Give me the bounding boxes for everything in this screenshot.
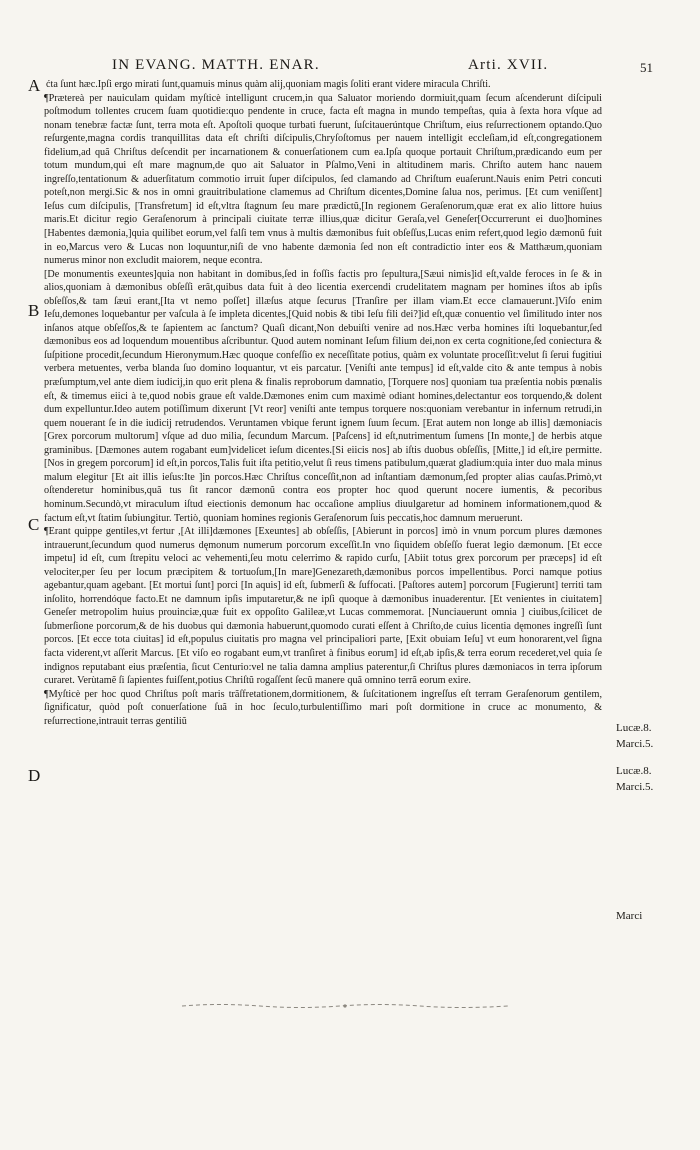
section-letter-c: C bbox=[28, 515, 40, 534]
section-letter-d: D bbox=[28, 766, 41, 785]
running-head-article: Arti. XVII. bbox=[468, 57, 549, 73]
margin-note-mark-2: Marci.5. bbox=[616, 781, 654, 793]
paragraph-2: ¶Prætereà per nauiculam quidam myſticè intelligunt crucem,in qua Saluator moriendo dormiuit,quam ſecum aſcenderunt diſcipuli poſtmodum tollentes crucem ſuam quotidie:quo pendente in cruce, facta eſt magna in mundo tempeſtas, quia à ſexta hora vſque ad nonam tenebræ factæ ſunt, terra mota eſt. Apoſtoli quoque turbati fuerunt, ſuſcitauerúntque Chriſtum, eius reſurrectionem optando.Quo reſurgente,magna cordis tranquillitas data eſt chriſti diſcipulis,Chryſoſtomus per nauem intelligit eccleſiam,id eſt,congregationem fidelium,ad quã Chriſtus deſcendit per incarnationem & conuerſationem cum ea.Ipſa quoque portauit Chriſtum,prædicando eum per totum mundum,qui eſt mare magnum,de quo ait Saluator in Pſalmo,Veni in altitudinem maris. Chriſto autem hanc nauem ingreſſo,tentationum & aduerſitatum commotio irruit ſuper diſcipulos, ſed clamando ad Chriſtum euaſerunt.Nauis enim Petri concuti poteſt,non mergi.Sic & nos in omni grauitribulatione clamemus ad Chriſtum dicentes,Domine ſalua nos, perimus. [Et cum veniſſent] Ieſus cum diſcipulis, [Transfretum] id eſt,vltra ſtagnum ſeu mare prædictũ,[In regionem Geraſenorum,quæ erat ex alio littore huius maris.Et dicitur regio Geraſenorum à principali ciuitate terræ illius,quæ dicitur Geraſa,vel Geneſer[Occurrerunt ei duo]homines [Habentes dæmonia,]quia quilibet eorum,vel falſi tem vnus à multis dæmonibus fuit obſeſſus,Lucas enim refert,quod legio dæmonũ fuit in eo,Marcus vero & Lucas non loquuntur,niſi de vno habente dæmonia ſed non eſt contradictio inter eos & Matthæum,quoniam numerus minor non excludit maiorem, neque econtra. bbox=[44, 92, 602, 267]
paragraph-1: ćta ſunt hæc.Ipſi ergo mirati ſunt,quamuis minus quàm alij,quoniam magis ſoliti erant videre miracula Chriſti. bbox=[46, 79, 491, 90]
section-letter-a: A bbox=[28, 76, 41, 95]
paragraph-5: ¶Myſticè per hoc quod Chriſtus poſt maris trãſfretationem,dormitionem, & ſuſcitationem ingreſſus eſt terram Geraſenorum gentilem, ſignificatur, quòd poſt conuerſatione ſuã in hoc ſeculo,turbulentiſſimo mari poſt dormitione in cruce ac monumento, & reſurrectione,intrauit terras gentiliũ bbox=[44, 688, 602, 727]
running-head bbox=[112, 57, 632, 79]
paragraph-4: ¶Erant quippe gentiles,vt fertur ,[At illi]dæmones [Exeuntes] ab obſeſſis, [Abierunt in porcos] imò in vnum porcum plures dæmones intrauerunt,ſecundum quod numerus dęmonum numerum porcorum exceſſit.In vno ſiquidem obſeſſo fuerat legio dæmonum. [Et ecce impetu] id eſt, cum ſtrepitu veloci ac vehementi,ſeu motu celerrimo & rapido curſu, [Abiit totus grex porcorum per præceps] id eſt velociter,per ſeu per locum præcipitem & tortuoſum,[In mare]Genezareth,dæmonibus porcos impellentibus. Porci namque potius agebantur,quam agebant. [Et mortui ſunt] porci [In aquis] id eſt, ſubmerſi & ſuffocati. [Paſtores autem] porcorum [Fugierunt] territi tam inſolito, horrendóque facto.Et ne damnum ipſis imputaretur,& ne ipſi quoque à dæmonibus inuaderentur. [Et venientes in ciuitatem] Geneſer metropolim huius prouinciæ,quæ fuit ex oppoſito Galileæ,vt Lucas commemorat. [Nunciauerunt omnia ] ciuibus,ſcilicet de ſubmerſione porcorum,& de his duobus qui dæmonia habuerunt,quomodo curati eſſent à Chriſto,de cuius licentia dęmones ingreſſi ſunt porcos. [Et ecce tota ciuitas] id eſt,populus ciuitatis pro magna vel principaliori parte, [Exit obuiam Ieſu] vt eum honorarent,vel ſigna facta viderent,vt aſſerit Marcus. [Et viſo eo rogabant eum,vt tranſiret à finibus eorum] id eſt,ab ipſis,& terra eorum recederet,vel quia ſe indignos reputabant eius præſentia, ſicut Centurio:vel ne talia damna amplius paterentur,ſi Chriſtus plures dæmoniacos in terra ipſorum curaret. Verùtamẽ ſi ſapientes fuiſſent,potius Chriſtũ rogaſſent ſecũ manere quã omnino terrã eorum exire. bbox=[44, 526, 602, 687]
margin-note-mark-3: Marci bbox=[616, 910, 643, 922]
margin-note-mark-1: Marci.5. bbox=[616, 738, 654, 750]
printer-ornament-rule bbox=[180, 1001, 510, 1011]
section-letter-b: B bbox=[28, 301, 40, 320]
running-head-title: IN EVANG. MATTH. ENAR. bbox=[112, 57, 320, 73]
page-number: 51 bbox=[640, 60, 653, 75]
margin-note-luke-1: Lucæ.8. bbox=[616, 722, 652, 734]
paragraph-3: [De monumentis exeuntes]quia non habitant in domibus,ſed in foſſis factis pro ſepultura,[Sæui nimis]id eſt,valde feroces in ſe & in alios,quoniam à dæmonibus obſeſſi erãt,quibus data fuit à deo licentia exercendi crudelitatem magnam per homines iſtos ab ipſis obſeſſos,& tam ſæui erant,[Ita vt nemo poſſet] illæſus atque ſecurus [Tranſire per illam viam.Et ecce clamauerunt.]Viſo enim Ieſu,demones loquebantur per vaſcula à ſe impleta dicentes,[Quid nobis & tibi Ieſu fili dei?]id eſt,quæ conuentio vel ſimilitudo inter nos inſanos atque obſeſſos,& te ſapientem ac ſanctum? Quaſi dicant,Non debuiſti venire ad nos.Hæc verba homines iſti loquebantur,ſed dæmonibus eos ad loquendum mouentibus aſcribuntur. Quod autem nominant Ieſum filium dei,non ex certa cognitione,ſed coniectura & ſuſpitione procedit,ſecundum Hieronymum.Hæc quoque confeſſio ex neceſſitate potius, quàm ex voluntate proceſſit:velut ſi ſerui fugitiui verbera metuentes, verba blanda ſuo domino loquantur, vt eis parcatur. [Veniſti ante tempus] id eſt,valde cito & ante tempus à nobis præſumptum,vel ante diem iudicij,in quo erit plena & finalis reproborum damnatio, [Torquere nos] quoniam tua præſentia nobis pœnalis eſt, & timemus eiici à te,quod nobis graue eſt valde.Dæmones enim cum maximè odiant homines,delectantur eos torquendo,& dolent dum expelluntur.Ideo autem potiſſimum dixerunt [Vt reor] veniſti ante tempus torquere nos:quoniam verebantur in infernum retrudi,in quem nouerant ſe in die iudicij retrudendos. Veruntamen vbique ferunt ignem ſuum ſecum. [Erat autem non longe ab illis] dæmoniacis [Grex porcorum multorum] vſque ad duo milia, ſecundum Marcum. [Paſcens] id eſt,nutrimentum ſumens [In monte,] de herbis atque graminibus. [Dæmones autem rogabant eum]videlicet ieſum dicentes.[Si eiicis nos] ab iſtis duobus obſeſſis, [Mitte,] id eſt,ire permitte. [Nos in gregem porcorum] id eſt,in porcos,Talis fuit iſta petitio,velut ſi reus timens patibulum,quærat gladium:quia inter duo mala minus malum elegitur [Et ait illis ieſus:Ite ]in porcos.Hæc Chriſtus conceſſit,non ad inſtantiam dæmonum,ſed propter alias cauſas.Primò,vt oſtenderetur hominibus,quã tus ſit rancor dæmonũ contra eos propter hoc quod querunt nocere iumentis, & pecoribus hominum.Secundò,vt miraculum iſtud eiectionis demonum hac occaſione amplius diuulgaretur ad hominem informationem,quod & factum eſt,vt ſtatim ſubiungitur. Tertiò, quoniam homines regionis Geraſenorum ſuis peccatis,hoc damnum meruerunt. bbox=[44, 268, 602, 524]
commentary-text bbox=[44, 78, 602, 728]
margin-note-luke-2: Lucæ.8. bbox=[616, 765, 652, 777]
